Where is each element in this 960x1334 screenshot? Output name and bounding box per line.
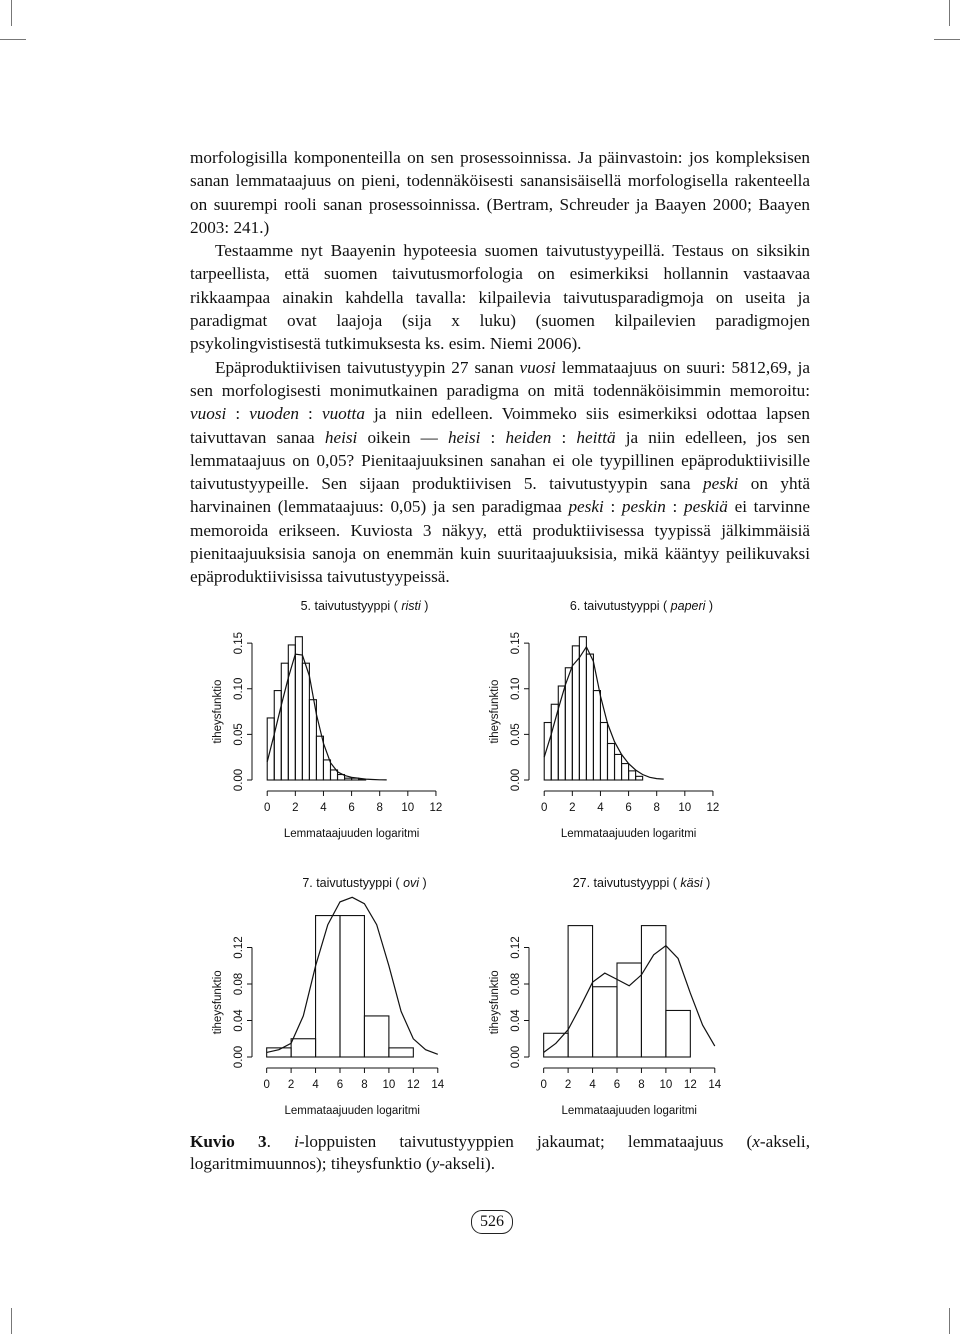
figure-3: [190, 585, 770, 1125]
text-run: ei tarvinne memoroida erikseen. Kuviosta 3 näkyy, että produktiivisessa tyypissä jälkimmäisiä pienitaajuuksisia sanoja on enemmän kuin suuritaajuuksisia, mikä kääntyy peilikuvaksi epäproduktiivisissa taivutustyypeissä.: [190, 497, 810, 587]
y-tick-label: 0.10: [510, 677, 522, 700]
chart-title-prefix: 5. taivutustyyppi (: [300, 599, 402, 613]
x-tick-label: 2: [292, 802, 299, 814]
histogram-bar: [316, 736, 323, 780]
bold-label: Kuvio 3: [190, 1132, 267, 1151]
x-tick-label: 2: [564, 1079, 572, 1091]
italic-term: i: [294, 1132, 299, 1151]
chart-title: [301, 599, 429, 613]
italic-term: peskin: [621, 497, 666, 517]
y-tick-label: 0.00: [510, 768, 522, 792]
crop-mark: [11, 1308, 12, 1334]
histogram-bar: [323, 760, 330, 780]
histogram-bar: [295, 637, 302, 780]
histogram-bar: [551, 704, 558, 780]
x-tick-label: 4: [312, 1079, 319, 1091]
histogram-bar: [274, 691, 281, 780]
x-tick-label: 8: [653, 802, 660, 814]
x-axis-label: Lemmataajuuden logaritmi: [561, 1105, 697, 1117]
crop-mark: [11, 0, 12, 26]
text-run: :: [551, 427, 577, 447]
x-axis-label: Lemmataajuuden logaritmi: [284, 1105, 420, 1117]
x-tick-label: 6: [613, 1079, 621, 1091]
chart-title-prefix: 27. taivutustyyppi (: [572, 876, 681, 890]
x-tick-label: 8: [638, 1079, 645, 1091]
histogram-bar: [572, 646, 579, 780]
histogram-bar: [544, 1033, 568, 1057]
text-run: :: [603, 497, 622, 517]
y-tick-label: 0.10: [233, 677, 245, 700]
histogram-bar: [316, 916, 340, 1057]
italic-term: heiden: [505, 427, 552, 447]
italic-term: peski: [702, 474, 739, 494]
chart-title-word: risti: [401, 599, 421, 613]
histogram-bar: [579, 637, 586, 780]
text-run: ja niin edelleen. Voimmeko siis esimerkiksi odottaa lapsen taivuttavan sanaa: [190, 404, 811, 447]
x-tick-label: 12: [683, 1079, 697, 1091]
histogram-bar: [607, 744, 614, 781]
chart-title-word: paperi: [670, 599, 706, 613]
histogram-bar: [340, 916, 364, 1057]
paragraph: [190, 146, 810, 239]
density-curve: [267, 654, 387, 780]
italic-term: vuoden: [249, 404, 299, 424]
chart-title-prefix: 7. taivutustyyppi (: [302, 876, 404, 890]
histogram-bar: [615, 754, 622, 780]
chart-title-word: käsi: [680, 876, 703, 890]
y-tick-label: 0.08: [233, 972, 245, 996]
x-tick-label: 4: [597, 802, 604, 814]
text-run: -akseli, logaritmimuunnos); tiheysfunktio (: [190, 1132, 811, 1173]
text-run: .: [266, 1132, 295, 1151]
density-curve: [267, 897, 438, 1054]
y-tick-label: 0.05: [233, 723, 245, 746]
text-run: -loppuisten taivutustyyppien jakaumat; lemmataajuus (: [298, 1132, 753, 1151]
x-tick-label: 8: [361, 1079, 368, 1091]
text-run: Testaamme nyt Baayenin hypoteesia suomen taivutustyypeillä. Testaus on siksikin tarpeellista, että suomen taivutusmorfologia on esimerkiksi hollannin vastaavaa rikkaampaa ainakin kahdella tavalla: kilpailevia taivutusparadigmoja on useita ja paradigmat ovat laajoja (sija x luku) (suomen kilpailevien paradigmojen psykolingvistisestä tutkimuksesta ks. esim. Niemi 2006).: [190, 241, 810, 354]
histogram-bar: [593, 987, 617, 1057]
histogram-bar: [636, 776, 643, 780]
density-curve: [544, 946, 715, 1053]
y-tick-label: 0.00: [510, 1045, 522, 1069]
italic-term: heisi: [447, 427, 481, 447]
text-run: :: [298, 404, 322, 424]
y-tick-label: 0.08: [510, 972, 522, 996]
x-tick-label: 0: [540, 1079, 547, 1091]
x-tick-label: 12: [429, 802, 443, 814]
y-tick-label: 0.12: [233, 936, 245, 959]
text-run: :: [226, 404, 250, 424]
text-run: :: [665, 497, 684, 517]
italic-term: peski: [568, 497, 604, 517]
histogram-bar: [544, 723, 551, 780]
y-tick-label: 0.00: [233, 768, 245, 792]
y-tick-label: 0.12: [510, 936, 522, 959]
chart-title-word: ovi: [403, 876, 420, 890]
x-tick-label: 14: [708, 1079, 722, 1091]
histogram-bar: [345, 778, 352, 780]
chart-panel: [489, 599, 719, 840]
x-tick-label: 10: [382, 1079, 396, 1091]
x-tick-label: 6: [625, 802, 632, 814]
histogram-bar: [617, 963, 641, 1057]
italic-term: y: [431, 1154, 440, 1173]
crop-mark: [949, 1308, 950, 1334]
x-tick-label: 10: [678, 802, 692, 814]
chart-panel: [212, 599, 442, 840]
x-tick-label: 10: [401, 802, 415, 814]
y-axis-label: tiheysfunktio: [212, 970, 224, 1035]
x-tick-label: 8: [376, 802, 383, 814]
chart-title: [573, 876, 711, 890]
y-tick-label: 0.15: [510, 631, 522, 655]
histogram-bar: [629, 771, 636, 780]
chart-title-suffix: ): [419, 876, 427, 890]
y-tick-label: 0.00: [233, 1045, 245, 1069]
chart-panel: [212, 876, 445, 1117]
italic-term: vuosi: [190, 404, 227, 424]
paragraph: [190, 239, 810, 355]
histogram-bar: [666, 1010, 690, 1057]
x-tick-label: 4: [589, 1079, 596, 1091]
histogram-bar: [558, 686, 565, 780]
body-text: [190, 146, 810, 589]
crop-mark: [0, 39, 26, 40]
y-tick-label: 0.04: [233, 1009, 245, 1032]
histogram-bar: [593, 691, 600, 780]
italic-term: vuotta: [321, 404, 365, 424]
x-tick-label: 14: [431, 1079, 445, 1091]
crop-mark: [949, 0, 950, 26]
histogram-bar: [568, 926, 592, 1057]
y-axis-label: tiheysfunktio: [489, 679, 501, 744]
crop-mark: [934, 39, 960, 40]
x-tick-label: 6: [348, 802, 355, 814]
y-tick-label: 0.15: [233, 631, 245, 655]
text-run: lemmataajuus on suuri: 5812,69, ja sen morfologisesti monimutkainen paradigma on mitä todennäköisimmin memoroitu:: [190, 357, 810, 400]
text-run: Epäproduktiivisen taivutustyypin 27 sanan: [215, 357, 520, 377]
chart-panel: [489, 876, 722, 1117]
figure-caption: [190, 1131, 810, 1175]
y-axis-label: tiheysfunktio: [212, 679, 224, 744]
histogram-bar: [364, 1016, 388, 1057]
histogram-bar: [389, 1048, 413, 1057]
figure-3-charts: [190, 585, 770, 1125]
text-run: oikein —: [357, 427, 448, 447]
italic-term: vuosi: [519, 357, 556, 377]
density-curve: [544, 647, 664, 779]
text-run: :: [480, 427, 506, 447]
x-tick-label: 0: [264, 802, 271, 814]
x-tick-label: 4: [320, 802, 327, 814]
italic-term: heittä: [576, 427, 616, 447]
page-number: 526: [471, 1210, 513, 1234]
text-run: -akseli).: [439, 1154, 496, 1173]
text-run: on yhtä harvinainen (lemmataajuus: 0,05) ja sen paradigmaa: [190, 474, 810, 517]
paragraph: [190, 356, 810, 589]
x-axis-label: Lemmataajuuden logaritmi: [560, 828, 697, 840]
x-tick-label: 12: [406, 1079, 420, 1091]
x-tick-label: 0: [541, 802, 548, 814]
x-tick-label: 0: [263, 1079, 270, 1091]
chart-title-prefix: 6. taivutustyyppi (: [569, 599, 671, 613]
y-tick-label: 0.05: [510, 723, 522, 746]
text-run: ja niin edelleen, jos sen lemmataajuus on 0,05? Pienitaajuuksinen sanahan ei ole tyypillinen epäproduktiivisille taivutustyypeille. Sen sijaan produktiivisen 5. taivutustyypin sana: [190, 427, 811, 494]
chart-title-suffix: ): [702, 876, 711, 890]
x-tick-label: 6: [336, 1079, 344, 1091]
histogram-bar: [302, 663, 309, 780]
x-tick-label: 12: [706, 802, 720, 814]
x-tick-label: 2: [287, 1079, 295, 1091]
italic-term: heisi: [324, 427, 358, 447]
chart-title-suffix: ): [420, 599, 429, 613]
text-run: morfologisilla komponenteilla on sen prosessoinnissa. Ja päinvastoin: jos kompleksisen sanan lemmataajuus on pieni, todennäköisesti sanansisäisellä morfologisella rakenteella on suurempi rooli sanan prosessoinnissa. (Bertram, Schreuder ja Baayen 2000; Baayen 2003: 241.): [190, 148, 810, 237]
chart-title: [302, 876, 426, 890]
x-tick-label: 10: [659, 1079, 673, 1091]
y-tick-label: 0.04: [510, 1009, 522, 1032]
x-axis-label: Lemmataajuuden logaritmi: [283, 828, 420, 840]
histogram-bar: [291, 1039, 315, 1057]
histogram-bar: [330, 770, 337, 780]
histogram-bar: [641, 926, 665, 1057]
y-axis-label: tiheysfunktio: [489, 970, 501, 1035]
histogram-bar: [622, 764, 629, 780]
histogram-bar: [600, 723, 607, 780]
histogram-bar: [565, 668, 572, 780]
italic-term: peskiä: [683, 497, 728, 517]
histogram-bar: [586, 654, 593, 780]
chart-title: [570, 599, 713, 613]
italic-term: x: [752, 1132, 760, 1151]
chart-title-suffix: ): [705, 599, 714, 613]
x-tick-label: 2: [569, 802, 576, 814]
